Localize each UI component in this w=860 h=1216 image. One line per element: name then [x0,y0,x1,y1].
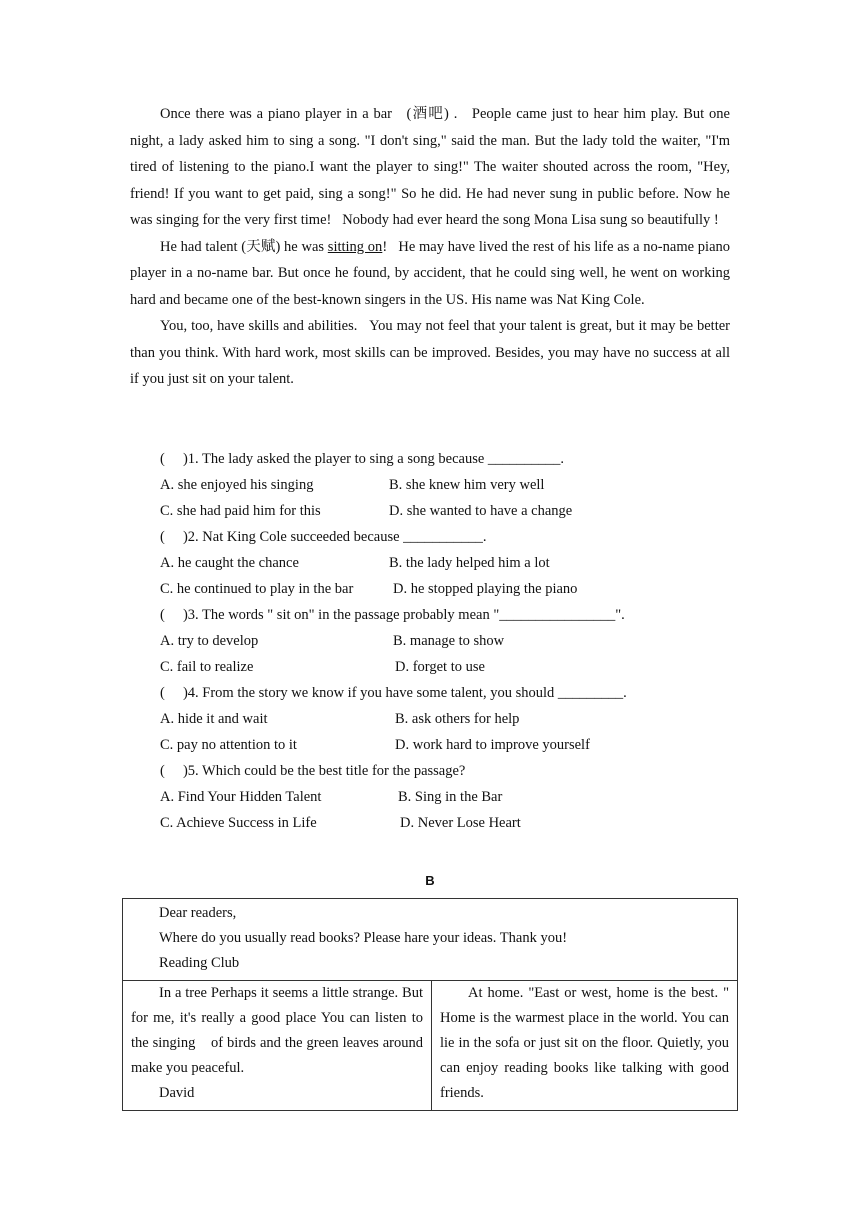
paragraph-2 [130,234,730,314]
response-left-cell [123,981,432,1111]
greeting: Dear readers, [159,905,237,921]
question-3-option-b: B. manage to show [393,633,505,649]
notice-cell [123,899,738,981]
question-5-option-d: D. Never Lose Heart [400,815,521,831]
question-5-option-c: C. Achieve Success in Life [160,815,317,831]
response-left-author: David [159,1085,195,1101]
response-right-cell [432,981,738,1111]
table-row [123,981,738,1111]
question-5: ( )5. Which could be the best title for the passage? [160,763,466,779]
notice-signature: Reading Club [159,955,240,971]
question-1-option-a: A. she enjoyed his singing [160,477,314,493]
question-2: ( )2. Nat King Cole succeeded because ___________. [160,529,487,545]
question-3: ( )3. The words " sit on" in the passage probably mean "________________". [160,607,625,623]
question-2-option-a: A. he caught the chance [160,555,299,571]
question-3-option-a: A. try to develop [160,633,259,649]
question-1-option-d: D. she wanted to have a change [389,503,573,519]
underlined-phrase: sitting on [327,238,383,255]
question-1-option-b: B. she knew him very well [389,477,545,493]
question-4-option-c: C. pay no attention to it [160,737,297,753]
question-1-option-c: C. she had paid him for this [160,503,321,519]
question-4-option-d: D. work hard to improve yourself [395,737,590,753]
question-5-option-b: B. Sing in the Bar [398,789,503,805]
question-2-option-b: B. the lady helped him a lot [389,555,550,571]
question-5-option-a: A. Find Your Hidden Talent [160,789,322,805]
paragraph-2-start: He had talent (天赋) he was [160,238,328,255]
reading-club-table [122,898,738,1111]
question-4: ( )4. From the story we know if you have some talent, you should _________. [160,685,627,701]
notice-prompt: Where do you usually read books? Please hare your ideas. Thank you! [159,930,568,946]
question-3-option-c: C. fail to realize [160,659,254,675]
section-b-heading: B [425,873,435,888]
question-4-option-a: A. hide it and wait [160,711,268,727]
question-4-option-b: B. ask others for help [395,711,520,727]
response-right-text: At home. "East or west, home is the best. " Home is the warmest place in the world. You can lie in the sofa or just sit on the floor. Quietly, you can enjoy reading books like talking with good friends. [440,985,729,1101]
table-row [123,899,738,981]
response-left-text: In a tree Perhaps it seems a little strange. But for me, it's really a good place You can listen to the singing of birds and the green leaves around make you peaceful. [131,985,423,1076]
paragraph-2-rest: ! He may have lived the rest of his life as a no-name piano player in a no-name bar. But once he found, by accident, that he could sing well, he went on working hard and became one of the best-known singers in the US. His name was Nat King Cole. [130,238,731,308]
question-3-option-d: D. forget to use [395,659,485,675]
passage-a [130,101,730,393]
paragraph-1: Once there was a piano player in a bar (酒吧) . People came just to hear him play. But one night, a lady asked him to sing a song. "I don't sing," said the man. But the lady told the waiter, "I'm tired of listening to the piano.I want the player to sing!" The waiter shouted across the room, "Hey, friend! If you want to get paid, sing a song!" So he did. He had never sung in public before. Now he was singing for the very first time! Nobody had ever heard the song Mona Lisa sung so beautifully ! [130,106,730,228]
question-2-option-c: C. he continued to play in the bar [160,581,354,597]
question-1: ( )1. The lady asked the player to sing a song because __________. [160,451,565,467]
question-2-option-d: D. he stopped playing the piano [393,581,578,597]
paragraph-3: You, too, have skills and abilities. You may not feel that your talent is great, but it may be better than you think. With hard work, most skills can be improved. Besides, you may have no success at all if you just sit on your talent. [130,318,730,387]
